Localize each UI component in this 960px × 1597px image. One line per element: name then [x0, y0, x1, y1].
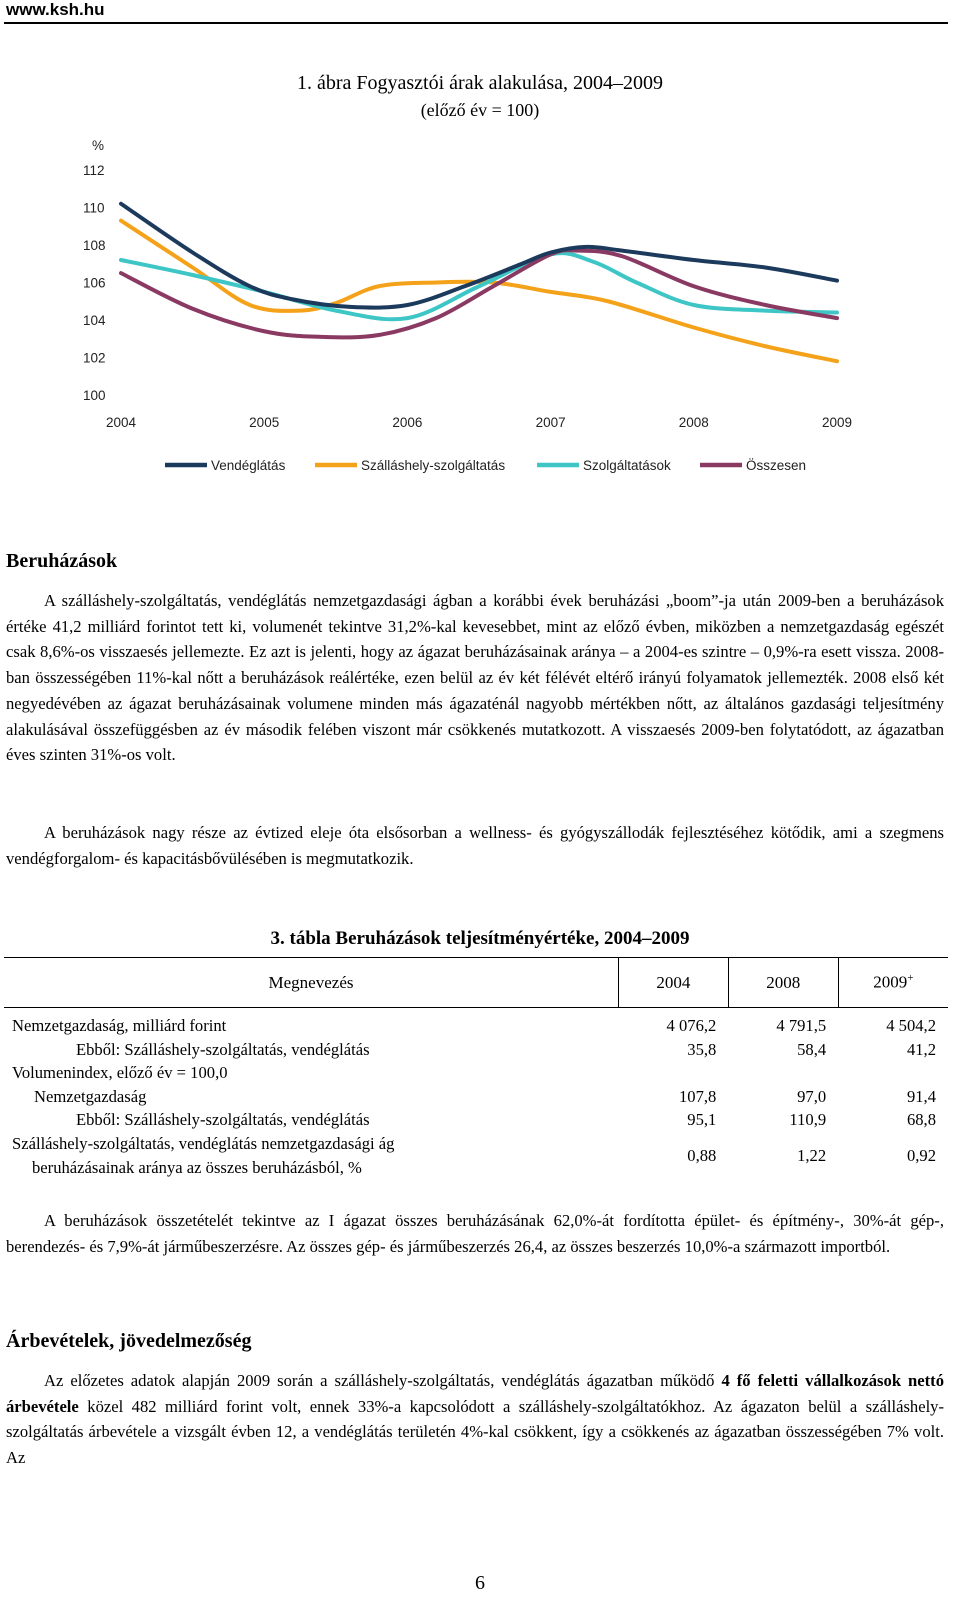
header-url[interactable]: www.ksh.hu [6, 0, 105, 19]
row-label: Ebből: Szálláshely-szolgáltatás, vendéglátás [76, 1110, 370, 1130]
price-line-chart [0, 130, 960, 490]
y-tick-label: 102 [83, 350, 106, 366]
table-title: 3. tábla Beruházások teljesítményértéke, 2004–2009 [270, 928, 690, 949]
section-heading-arbevetel: Árbevételek, jövedelmezőség [6, 1330, 252, 1352]
cell: 41,2 [906, 1039, 936, 1059]
cell: 1,22 [797, 1145, 827, 1165]
cell: 4 504,2 [886, 1016, 936, 1035]
table-header-row [4, 958, 948, 1008]
cell [728, 1061, 838, 1085]
cell: 4 076,2 [666, 1016, 717, 1035]
y-tick-label: 100 [83, 388, 106, 403]
x-tick-labels [106, 415, 852, 430]
paragraph-revenue: Az előzetes adatok alapján 2009 során a szálláshely-szolgáltatás, vendéglátás ágazatban működő 4 fő feletti vállalkozások nettó árbevétele közel 482 milliárd forint volt, ennek 33%-a kapcsolódott a szálláshely-szolgáltatókhoz. Az ágazaton belül a szálláshely-szolgáltatás árbevétele a vizsgált évben 12, a vendéglátás területén 4%-kal csökkent, így a csökkenés az ágazatban összességében 7% volt. Az [6, 1371, 944, 1468]
header-2008: 2008 [728, 958, 838, 1008]
chart-legend [165, 458, 806, 473]
figure-subtitle: (előző év = 100) [420, 100, 540, 120]
row-label: Szálláshely-szolgáltatás, vendéglátás nemzetgazdasági ág beruházásainak aránya az összes beruházásból, % [12, 1133, 395, 1177]
cell: 91,4 [906, 1086, 936, 1106]
y-tick-label: 108 [83, 238, 106, 253]
series-lines [121, 204, 837, 362]
header-rule [4, 22, 948, 24]
header-2004: 2004 [619, 958, 729, 1008]
legend-label: Összesen [746, 458, 807, 473]
investment-table [4, 957, 948, 1179]
figure-title: 1. ábra Fogyasztói árak alakulása, 2004–2009 [296, 72, 663, 94]
row-label: Nemzetgazdaság [34, 1086, 147, 1106]
legend-label: Szolgáltatások [583, 458, 671, 473]
cell: 107,8 [678, 1086, 717, 1106]
row-label: Ebből: Szálláshely-szolgáltatás, vendéglátás [76, 1039, 370, 1059]
table-row [4, 1085, 948, 1109]
paragraph-wellness: A beruházások nagy része az évtized eleje óta elsősorban a wellness- és gyógyszállodák fejlesztéséhez kötődik, ami a szegmens vendégforgalom- és kapacitásbővülésében is megmutatkozik. [6, 823, 944, 868]
y-axis-unit-label: % [92, 138, 105, 153]
x-tick-label: 2005 [249, 415, 280, 430]
header-2009: 2009+ [838, 958, 948, 1008]
x-tick-label: 2008 [678, 415, 709, 430]
table-row [4, 1108, 948, 1132]
paragraph-investments: A szálláshely-szolgáltatás, vendéglátás nemzetgazdasági ágban a korábbi évek beruházási „boom”-ja után 2009-ben a beruházások értéke 41,2 milliárd forintot tett ki, volumenét tekintve 31,2%-kal kevesebbet, mint az előző évben, miközben a nemzetgazdaság egészét csak 8,6%-os visszaesés jellemezte. Ez azt is jelenti, hogy az ágazat beruházásainak aránya – a 2004-es szintre – 0,9%-ra esett vissza. 2008-ban összességében 11%-kal nőtt a beruházások reálértéke, ezen belül az év két félévét eltérő irányú folyamatok jellemezték. 2008 első két negyedévében az ágazat beruházásainak volumene minden más ágazaténál nagyobb mértékben nőtt, az általános gazdasági teljesítmény alakulásával összefüggésben az év második felében viszont már csökkenés mutatkozott. A visszaesés 2009-ben folytatódott, az ágazatban éves szinten 31%-os volt. [6, 591, 944, 765]
table-row [4, 1038, 948, 1062]
x-tick-label: 2009 [821, 415, 853, 430]
x-tick-label: 2007 [535, 415, 566, 430]
table-row [4, 1008, 948, 1038]
cell: 110,9 [789, 1110, 827, 1130]
legend-label: Szálláshely-szolgáltatás [361, 458, 506, 473]
header-name: Megnevezés [4, 958, 619, 1008]
cell [619, 1061, 729, 1085]
section-heading-beruhazasok: Beruházások [6, 550, 118, 572]
cell: 95,1 [687, 1110, 717, 1130]
cell: 0,88 [687, 1145, 717, 1165]
page-number: 6 [475, 1572, 485, 1594]
legend-label: Vendéglátás [211, 458, 286, 473]
x-tick-label: 2006 [392, 415, 423, 430]
cell: 97,0 [797, 1086, 827, 1106]
cell: 0,92 [906, 1145, 936, 1165]
row-label: Volumenindex, előző év = 100,0 [12, 1063, 228, 1083]
cell: 58,4 [797, 1039, 827, 1059]
cell: 35,8 [687, 1039, 717, 1059]
series-line-1 [121, 221, 837, 362]
paragraph-composition: A beruházások összetételét tekintve az I ágazat összes beruházásának 62,0%-át fordította épület- és építmény-, 30%-át gép-, berendezés- és 7,9%-át járműbeszerzésre. Az összes gép- és járműbeszerzés 26,4, az összes beszerzés 10,0%-a származott importból. [6, 1211, 944, 1256]
table-row [4, 1061, 948, 1085]
y-tick-label: 106 [83, 275, 106, 291]
y-tick-label: 110 [83, 200, 105, 216]
y-tick-label: 104 [83, 313, 106, 328]
table-row [4, 1132, 948, 1179]
y-tick-label: 112 [83, 163, 105, 178]
row-label: Nemzetgazdaság, milliárd forint [12, 1016, 227, 1035]
cell: 68,8 [906, 1110, 936, 1130]
cell: 4 791,5 [776, 1016, 827, 1035]
x-tick-label: 2004 [105, 415, 137, 430]
y-tick-labels [83, 163, 106, 403]
cell [838, 1061, 948, 1085]
